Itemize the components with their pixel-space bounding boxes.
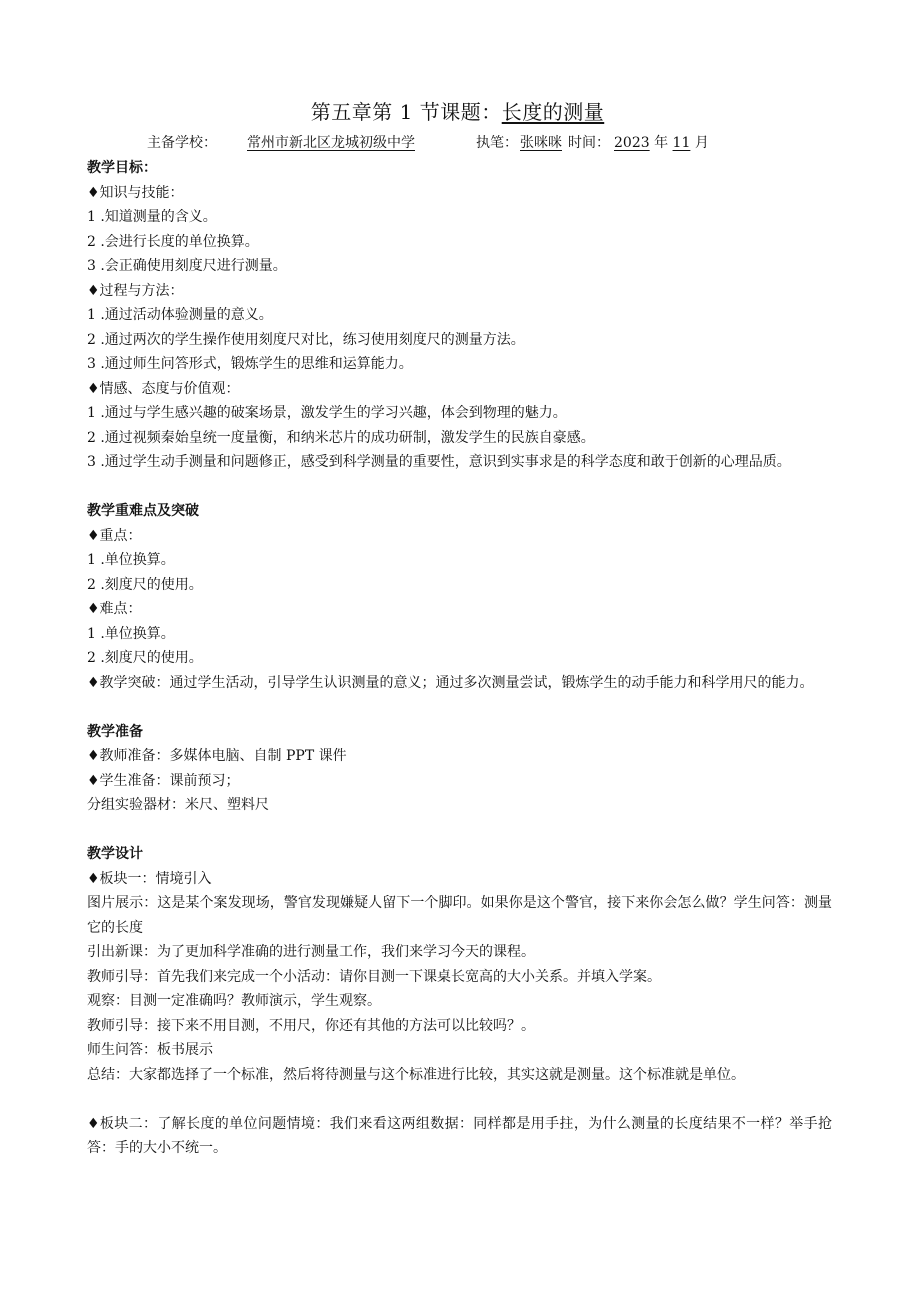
process-item: 3 .通过师生问答形式，锻炼学生的思维和运算能力。 (87, 356, 413, 372)
key-item: 2 .刻度尺的使用。 (87, 576, 203, 593)
process-item: 1 .通过活动体验测量的意义。 (87, 307, 273, 323)
block2-text: ♦板块二：了解长度的单位问题情境：我们来看这两组数据：同样都是用手拄，为什么测量的长度结果不一样？举手抢答：手的大小不统一。 (87, 1115, 832, 1156)
design-paragraph: 教师引导：接下来不用目测，不用尺，你还有其他的方法可以比较吗？。 (87, 1017, 535, 1034)
teacher-preparation: ♦教师准备：多媒体电脑、自制 PPT 课件 (87, 748, 347, 764)
objectives-heading: 教学目标： (87, 160, 157, 176)
time-label: 时间： (568, 135, 610, 151)
time-year: 2023 (614, 135, 650, 151)
time-unit-month: 月 (694, 135, 709, 151)
time-unit-year: 年 (654, 135, 669, 151)
time-value (614, 132, 709, 154)
preparation-heading: 教学准备 (87, 723, 143, 740)
knowledge-item: 3 .会正确使用刻度尺进行测量。 (87, 258, 287, 274)
author-name: 张咪咪 (520, 135, 562, 151)
emotion-label: ♦情感、态度与价值观： (87, 380, 240, 397)
keypoints-heading: 教学重难点及突破 (87, 503, 199, 519)
design-paragraph: 引出新课：为了更加科学准确的进行测量工作，我们来学习今天的课程。 (87, 944, 535, 960)
design-paragraph: 师生问答：板书展示 (87, 1042, 213, 1058)
student-preparation: ♦学生准备：课前预习； (87, 772, 240, 789)
lesson-meta (87, 132, 832, 156)
process-item: 2 .通过两次的学生操作使用刻度尺对比，练习使用刻度尺的测量方法。 (87, 331, 525, 348)
page-title (83, 96, 832, 128)
key-label: ♦重点： (87, 527, 142, 544)
emotion-item: 2 .通过视频秦始皇统一度量衡，和纳米芯片的成功研制，激发学生的民族自豪感。 (87, 429, 595, 446)
lesson-plan-page (87, 96, 832, 1161)
design-paragraph: 教师引导：首先我们来完成一个小活动：请你目测一下课桌长宽高的大小关系。并填入学案。 (87, 968, 661, 985)
design-paragraph: 总结：大家都选择了一个标准，然后将待测量与这个标准进行比较，其实这就是测量。这个标准就是单位。 (87, 1066, 745, 1083)
emotion-item: 3 .通过学生动手测量和问题修正，感受到科学测量的重要性，意识到实事求是的科学态度和敢于创新的心理品质。 (87, 454, 791, 470)
knowledge-item: 1 .知道测量的含义。 (87, 209, 217, 225)
school-label: 主备学校： (147, 135, 217, 151)
block1-label: ♦板块一：情境引入 (87, 870, 212, 887)
title-topic: 长度的测量 (501, 100, 605, 124)
difficult-item: 1 .单位换算。 (87, 625, 175, 642)
knowledge-item: 2 .会进行长度的单位换算。 (87, 233, 259, 250)
key-item: 1 .单位换算。 (87, 552, 175, 568)
design-heading: 教学设计 (87, 846, 143, 862)
knowledge-label: ♦知识与技能： (87, 184, 184, 201)
title-prefix: 第五章第 1 节课题： (310, 100, 502, 124)
breakthrough-text: ♦教学突破：通过学生活动，引导学生认识测量的意义；通过多次测量尝试，锻炼学生的动手能力和科学用尺的能力。 (87, 674, 814, 691)
difficult-label: ♦难点： (87, 601, 142, 617)
design-paragraph: 观察：目测一定准确吗？教师演示，学生观察。 (87, 993, 381, 1009)
design-paragraph: 图片展示：这是某个案发现场，警官发现嫌疑人留下一个脚印。如果你是这个警官，接下来你会怎么做？学生问答：测量它的长度 (87, 895, 832, 936)
process-label: ♦过程与方法： (87, 282, 184, 299)
equipment-text: 分组实验器材：米尺、塑料尺 (87, 797, 269, 813)
emotion-item: 1 .通过与学生感兴趣的破案场景，激发学生的学习兴趣，体会到物理的魅力。 (87, 405, 567, 421)
author-label: 执笔： (476, 135, 518, 151)
difficult-item: 2 .刻度尺的使用。 (87, 650, 203, 666)
school-name: 常州市新北区龙城初级中学 (247, 135, 415, 151)
time-month: 11 (672, 135, 691, 151)
